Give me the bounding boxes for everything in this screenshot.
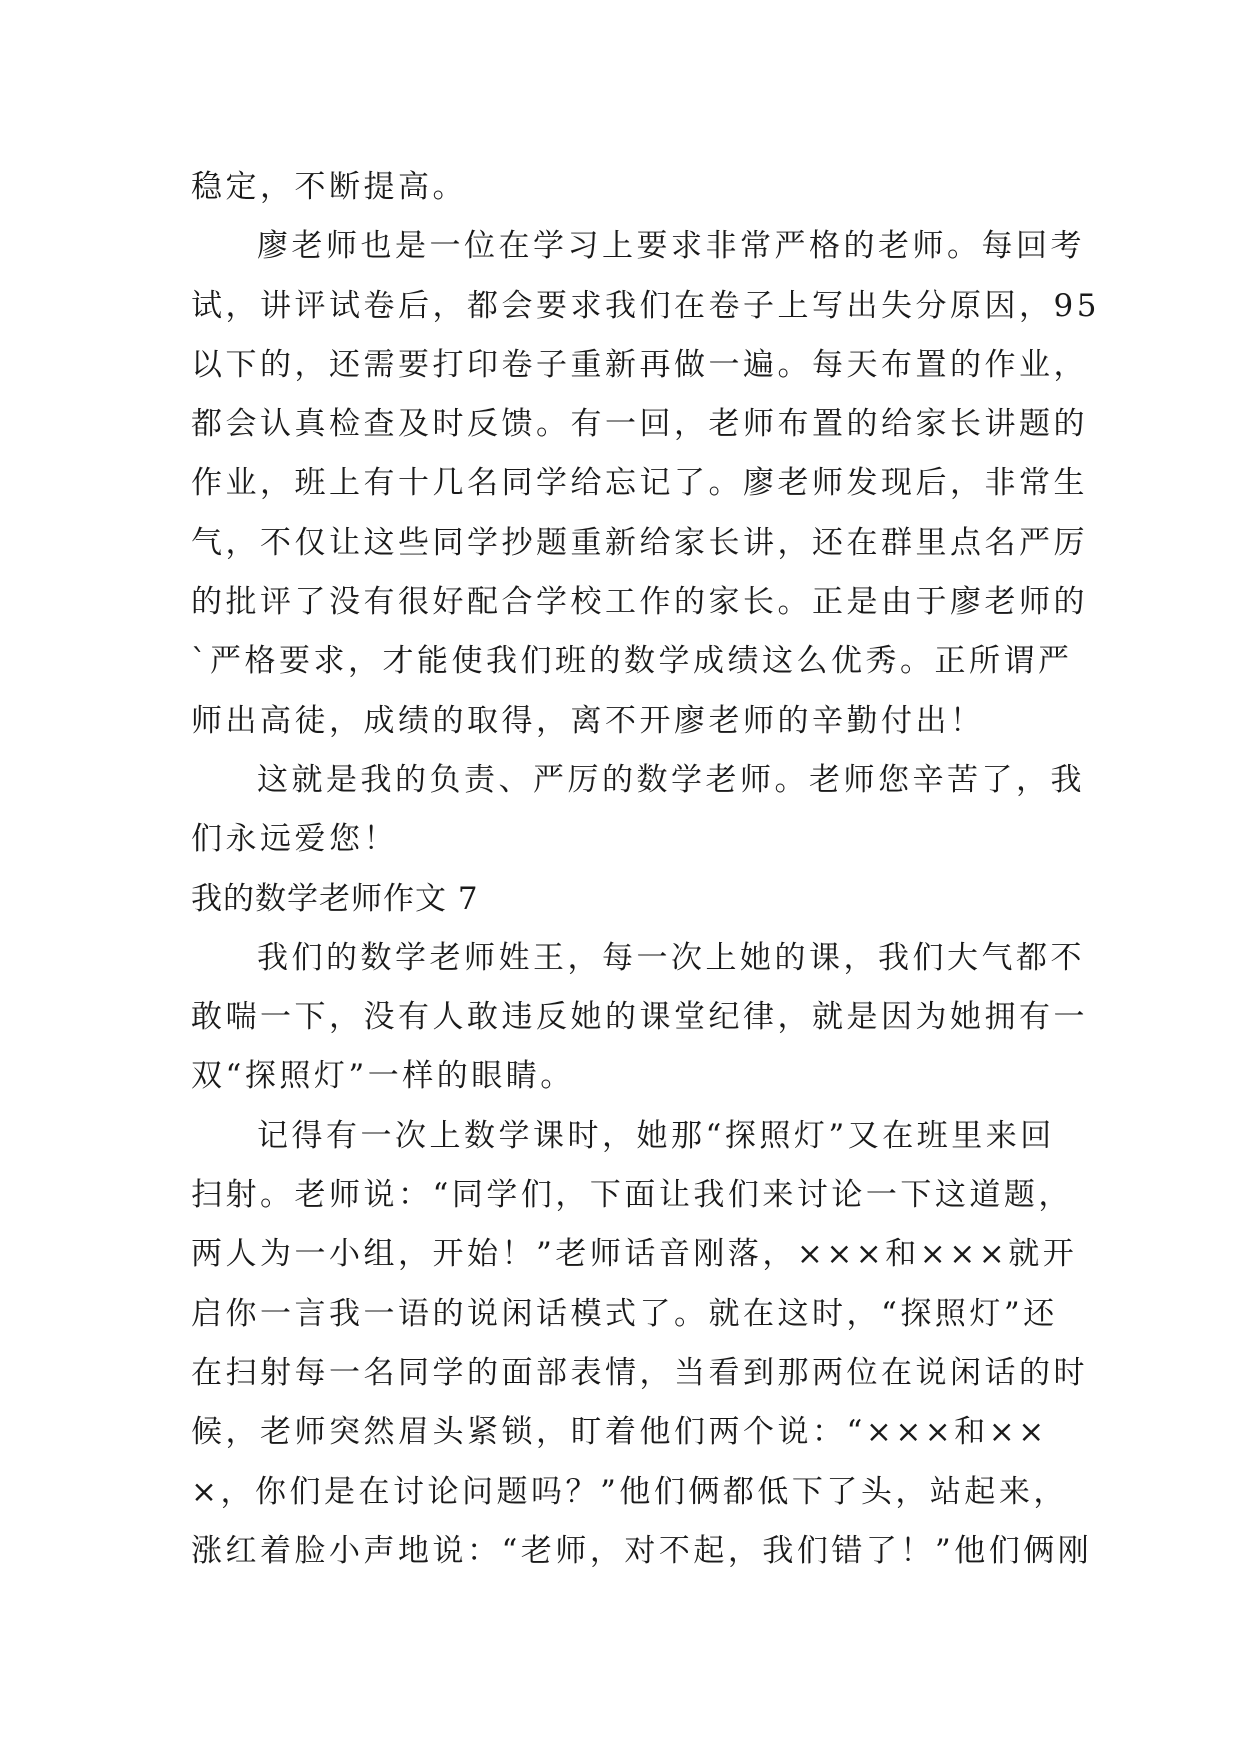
text-line: 涨红着脸小声地说：“老师，对不起，我们错了！”他们俩刚 (191, 1532, 1093, 1569)
paragraph-start: 我们的数学老师姓王，每一次上她的课，我们大气都不 (257, 939, 1085, 976)
text-line: `严格要求，才能使我们班的数学成绩这么优秀。正所谓严 (191, 643, 1073, 680)
text-line: 们永远爱您！ (191, 821, 398, 858)
section-heading: 我的数学老师作文 7 (191, 880, 479, 917)
paragraph-start: 廖老师也是一位在学习上要求非常严格的老师。每回考 (257, 228, 1085, 265)
text-line: 双“探照灯”一样的眼睛。 (191, 1058, 575, 1095)
text-line: 以下的，还需要打印卷子重新再做一遍。每天布置的作业， (191, 346, 1088, 383)
text-line: 都会认真检查及时反馈。有一回，老师布置的给家长讲题的 (191, 406, 1088, 443)
text-line: 试，讲评试卷后，都会要求我们在卷子上写出失分原因，95 (191, 287, 1100, 324)
text-line: 敢喘一下，没有人敢违反她的课堂纪律，就是因为她拥有一 (191, 999, 1088, 1036)
text-line: 候，老师突然眉头紧锁，盯着他们两个说：“×××和×× (191, 1414, 1048, 1451)
text-line: 在扫射每一名同学的面部表情，当看到那两位在说闲话的时 (191, 1354, 1088, 1391)
text-line: 启你一言我一语的说闲话模式了。就在这时，“探照灯”还 (191, 1295, 1058, 1332)
document-body (191, 158, 1100, 1581)
text-line: 的批评了没有很好配合学校工作的家长。正是由于廖老师的 (191, 584, 1088, 621)
text-line: 两人为一小组，开始！”老师话音刚落，×××和×××就开 (191, 1236, 1078, 1273)
text-line: 扫射。老师说：“同学们，下面让我们来讨论一下这道题， (191, 1177, 1073, 1214)
paragraph-start: 记得有一次上数学课时，她那“探照灯”又在班里来回 (257, 1117, 1055, 1154)
text-line: 稳定，不断提高。 (191, 169, 467, 205)
text-line: 师出高徒，成绩的取得，离不开廖老师的辛勤付出！ (191, 702, 985, 739)
paragraph-start: 这就是我的负责、严厉的数学老师。老师您辛苦了，我 (257, 761, 1085, 798)
text-line: 作业，班上有十几名同学给忘记了。廖老师发现后，非常生 (191, 465, 1088, 502)
text-line: 气，不仅让这些同学抄题重新给家长讲，还在群里点名严厉 (191, 524, 1088, 561)
text-line: ×，你们是在讨论问题吗？”他们俩都低下了头，站起来， (191, 1473, 1068, 1510)
